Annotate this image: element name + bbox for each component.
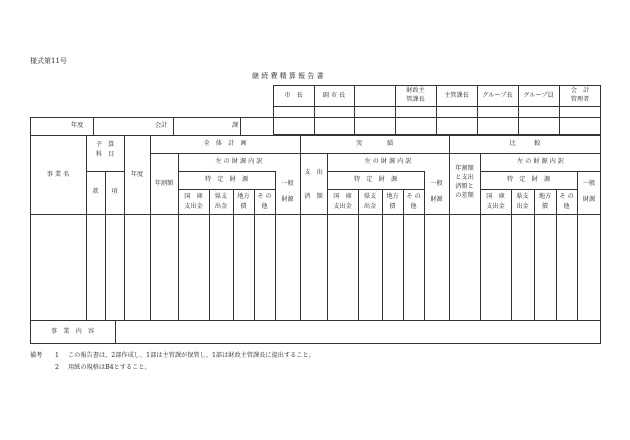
kan-header: 款 (92, 188, 99, 195)
plan-prefectural-line2: 出金 (214, 203, 228, 210)
accounting-label: 会計 (155, 122, 168, 129)
comparison-national-line2: 支出金 (486, 203, 505, 210)
results-national-line2: 支出金 (333, 203, 352, 210)
project-content-label: 事 業 内 容 (50, 328, 95, 335)
results-specific-funds-header: 特 定 財 源 (353, 176, 398, 183)
comparison-general-header-line2: 財源 (582, 196, 596, 203)
comparison-other-line1: そ の (559, 193, 574, 200)
plan-local-bond-line1: 地方 (237, 193, 250, 200)
division-label: 課 (232, 122, 239, 129)
comparison-specific-funds-header: 特 定 財 源 (506, 176, 551, 183)
approval-vice-mayor: 副 市 長 (322, 92, 346, 99)
comparison-local-bond-line2: 債 (541, 203, 549, 210)
plan-national-line1: 国 庫 (184, 193, 203, 200)
plan-prefectural-line1: 県支 (214, 193, 228, 200)
plan-general-header-line1: 一般 (281, 180, 294, 187)
diff-header-line2: と支出 (455, 174, 474, 181)
approval-mayor: 市 長 (284, 92, 303, 99)
results-breakdown-header: 左 の 財 源 内 訳 (364, 158, 412, 165)
results-prefectural-line2: 出金 (363, 203, 377, 210)
plan-general-header-line2: 財源 (281, 196, 294, 203)
comparison-prefectural-line2: 出金 (516, 203, 529, 210)
expenditure-header-line1: 支 出 (304, 169, 323, 176)
fiscal-year-header: 年度 (130, 171, 144, 178)
approval-group-leader: グループ長 (482, 92, 513, 99)
results-local-bond-line2: 債 (389, 203, 396, 210)
plan-other-line2: 他 (261, 203, 268, 210)
diff-header-line3: 済額と (455, 183, 474, 190)
comparison-other-line2: 他 (563, 203, 570, 210)
kou-header: 項 (111, 188, 118, 195)
results-other-line2: 他 (410, 203, 417, 210)
approval-accounting-line2: 管理者 (570, 96, 590, 103)
note-2-number: 2 (55, 364, 59, 371)
expenditure-header-line2: 済 額 (304, 193, 323, 200)
plan-national-line2: 支出金 (184, 203, 203, 210)
budget-header-line2: 科 目 (95, 151, 115, 158)
approval-group-member: グループ員 (523, 92, 554, 99)
results-general-header-line1: 一般 (430, 180, 443, 187)
page-title: 継 続 費 精 算 報 告 書 (252, 72, 324, 80)
budget-header-line1: 予 算 (95, 141, 115, 148)
comparison-national-line1: 国 庫 (486, 193, 505, 200)
comparison-local-bond-line1: 地方 (538, 193, 552, 200)
approval-main-chief: 主管課長 (444, 92, 469, 99)
plan-other-line1: そ の (257, 193, 272, 200)
comparison-prefectural-line1: 県支 (516, 193, 529, 200)
note-1-text: この報告書は、2部作成し、1部は主管課が保管し、1部は財政主管課長に提出すること。 (68, 352, 315, 359)
results-national-line1: 国 庫 (333, 193, 352, 200)
plan-annual-amount-header: 年割額 (154, 180, 174, 187)
year-label: 年度 (71, 122, 84, 129)
plan-local-bond-line2: 債 (240, 203, 247, 210)
approval-finance-chief-line2: 管課長 (406, 96, 425, 103)
plan-specific-funds-header: 特 定 財 源 (204, 176, 249, 183)
diff-header-line4: の差額 (455, 192, 474, 199)
results-local-bond-line1: 地方 (386, 193, 399, 200)
form-number: 様式第11号 (30, 57, 67, 65)
approval-finance-chief-line1: 財政主 (406, 87, 425, 94)
note-2-text: 用紙の規格はB4とすること。 (68, 364, 151, 371)
results-header: 実 績 (355, 140, 394, 147)
plan-breakdown-header: 左 の 財 源 内 訳 (215, 158, 263, 165)
project-name-header: 事 業 名 (46, 171, 70, 178)
overall-plan-header: 全 体 計 画 (203, 140, 247, 147)
comparison-general-header-line1: 一般 (582, 180, 596, 187)
comparison-breakdown-header: 左 の 財 源 内 訳 (517, 158, 564, 165)
diff-header-line1: 年割額 (455, 165, 474, 172)
approval-accounting-line1: 会 計 (570, 87, 590, 94)
results-other-line1: そ の (406, 193, 421, 200)
comparison-header: 比 較 (509, 140, 541, 147)
notes-label: 備考 (30, 352, 43, 359)
results-prefectural-line1: 県支 (363, 193, 377, 200)
note-1-number: 1 (55, 352, 59, 359)
results-general-header-line2: 財源 (430, 196, 443, 203)
